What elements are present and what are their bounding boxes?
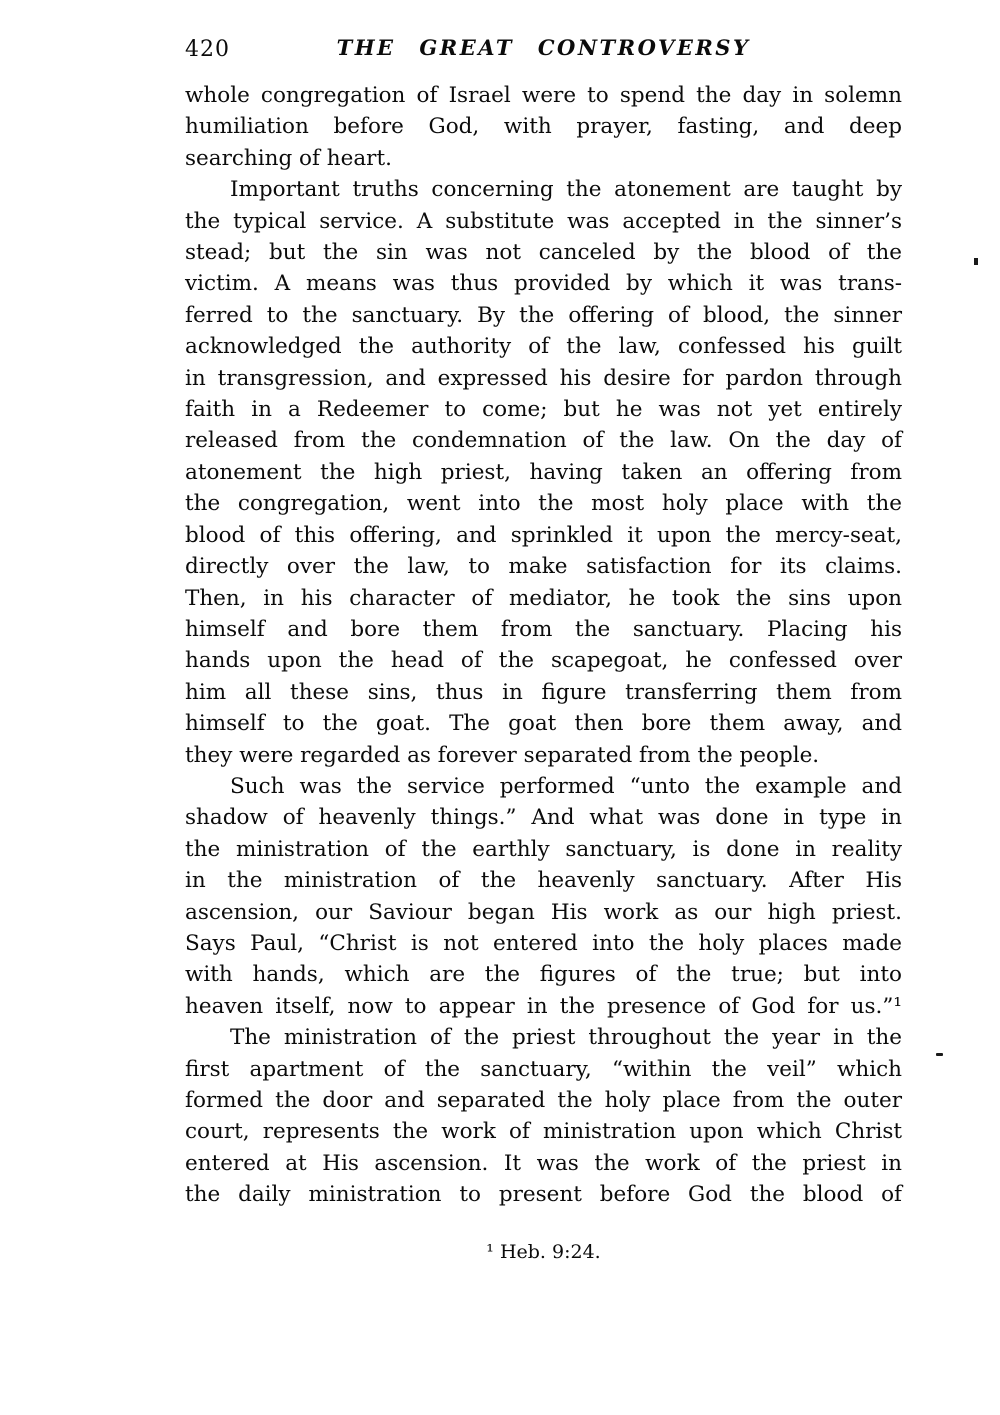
text-line: ascension, our Saviour began His work as our high priest.: [185, 899, 902, 925]
text-line: with hands, which are the figures of the true; but into: [185, 962, 902, 988]
scan-speck: [936, 1053, 943, 1056]
text-line: acknowledged the authority of the law, confessed his guilt: [185, 334, 902, 360]
text-line: court, represents the work of ministration upon which Christ: [185, 1119, 902, 1145]
text-line: atonement the high priest, having taken an offering from: [185, 459, 902, 485]
text-line: the congregation, went into the most holy place with the: [185, 491, 902, 517]
text-line: in transgression, and expressed his desire for pardon through: [185, 365, 902, 391]
text-line: released from the condemnation of the law. On the day of: [185, 428, 902, 454]
text-line: formed the door and separated the holy place from the outer: [185, 1088, 902, 1113]
text-line: directly over the law, to make satisfaction for its claims.: [185, 554, 902, 580]
text-line: ferred to the sanctuary. By the offering of blood, the sinner: [185, 302, 902, 328]
text-line: heaven itself, now to appear in the presence of God for us.”¹: [185, 993, 902, 1019]
text-line: Then, in his character of mediator, he took the sins upon: [185, 585, 902, 611]
text-line: searching of heart.: [185, 145, 392, 171]
page-header: [185, 34, 902, 64]
text-line: humiliation before God, with prayer, fasting, and deep: [185, 114, 902, 140]
text-line: the typical service. A substitute was accepted in the sinner’s: [185, 208, 902, 234]
text-line: Such was the service performed “unto the example and: [230, 773, 902, 799]
text-line: blood of this offering, and sprinkled it upon the mercy-seat,: [185, 522, 902, 548]
text-line: him all these sins, thus in figure transferring them from: [185, 679, 902, 705]
text-line: entered at His ascension. It was the work of the priest in: [185, 1150, 902, 1176]
text-line: Important truths concerning the atonement are taught by: [230, 177, 902, 203]
text-line: the ministration of the earthly sanctuary, is done in reality: [185, 836, 902, 862]
paragraph: [185, 1022, 902, 1210]
text-line: they were regarded as forever separated from the people.: [185, 742, 820, 768]
text-line: Says Paul, “Christ is not entered into the holy places made: [185, 930, 902, 956]
text-line: first apartment of the sanctuary, “within the veil” which: [185, 1056, 902, 1082]
text-line: in the ministration of the heavenly sanctuary. After His: [185, 868, 902, 894]
text-line: faith in a Redeemer to come; but he was not yet entirely: [185, 397, 902, 423]
text-line: whole congregation of Israel were to spend the day in solemn: [185, 83, 902, 108]
text-line: stead; but the sin was not canceled by the blood of the: [185, 240, 902, 266]
paragraph: [185, 80, 902, 174]
running-title: THE GREAT CONTROVERSY: [336, 35, 751, 60]
scan-speck: [974, 258, 978, 265]
text-line: victim. A means was thus provided by which it was trans-: [185, 271, 902, 297]
text-line: himself to the goat. The goat then bore them away, and: [185, 711, 902, 737]
text-line: himself and bore them from the sanctuary. Placing his: [185, 616, 902, 642]
paragraph: [185, 174, 902, 771]
footnote: ¹ Heb. 9:24.: [486, 1241, 601, 1263]
text-line: shadow of heavenly things.” And what was done in type in: [185, 805, 902, 831]
text-line: the daily ministration to present before God the blood of: [185, 1182, 902, 1208]
text-column: [185, 80, 902, 1211]
text-line: hands upon the head of the scapegoat, he confessed over: [185, 648, 902, 674]
paragraph: [185, 771, 902, 1022]
text-line: The ministration of the priest throughout the year in the: [230, 1025, 902, 1051]
page-number: 420: [185, 37, 230, 62]
